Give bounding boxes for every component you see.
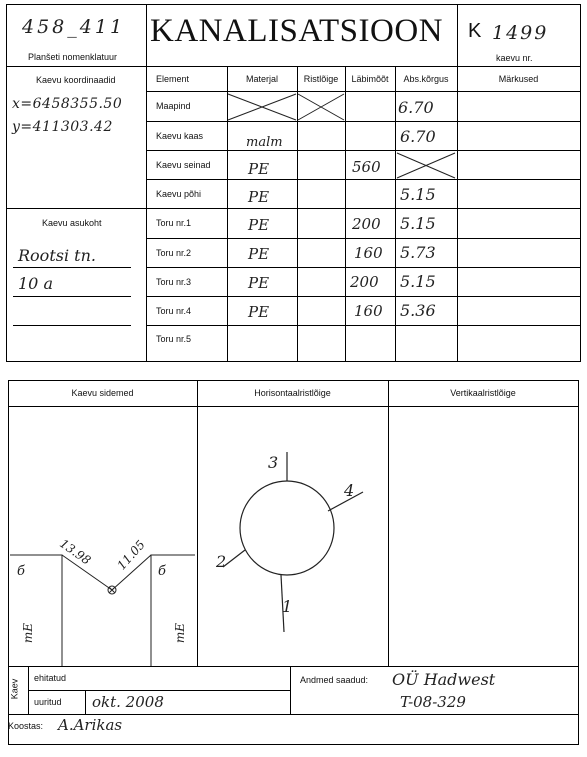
coords-label: Kaevu koordinaadid (36, 75, 116, 85)
plan-label: Planšeti nomenklatuur (28, 52, 118, 62)
material-kaas: malm (246, 135, 283, 150)
diameter-toru1: 200 (352, 215, 381, 233)
pipe-label-1: 1 (282, 597, 293, 616)
row-label-toru3: Toru nr.3 (156, 276, 192, 287)
diameter-toru4: 160 (354, 302, 383, 320)
well-prefix: K (468, 20, 482, 42)
height-pohi: 5.15 (400, 185, 436, 204)
compiled-value: A.Arikas (58, 716, 123, 734)
right-building-mark: б (158, 564, 166, 579)
material-toru2: PE (248, 245, 270, 263)
col-header-element: Element (156, 73, 190, 84)
horizontal-section-sketch (197, 407, 388, 666)
surveyed-value: okt. 2008 (92, 693, 164, 711)
ties-sketch (8, 407, 197, 666)
compiled-label: Koostas: (8, 721, 44, 731)
col-header-diameter: Läbimõõt (351, 73, 389, 84)
row-label-pohi: Kaevu põhi (156, 188, 202, 199)
col-header-notes: Märkused (498, 73, 539, 84)
row-label-toru1: Toru nr.1 (156, 218, 192, 228)
diameter-toru2: 160 (354, 244, 383, 262)
tie-distance-1: 13.98 (57, 536, 94, 568)
data-source-label: Andmed saadud: (300, 675, 369, 685)
section-vertical: Vertikaalristlõige (450, 388, 516, 398)
row-label-kaas: Kaevu kaas (156, 130, 204, 141)
location-label: Kaevu asukoht (42, 218, 102, 228)
built-label: ehitatud (34, 673, 67, 683)
page-title: KANALISATSIOON (150, 13, 443, 49)
diameter-seinad: 560 (352, 158, 381, 176)
kaev-side-label: Kaev (9, 678, 20, 700)
location-line2: 10 a (18, 274, 53, 293)
right-building-code: mE (173, 622, 188, 644)
data-source-value: OÜ Hadwest (392, 670, 496, 689)
surveyed-label: uuritud (34, 697, 62, 707)
left-building-mark: б (17, 564, 25, 579)
height-toru3: 5.15 (400, 272, 436, 291)
section-horizontal: Horisontaalristlõige (254, 388, 331, 398)
material-pohi: PE (248, 188, 270, 206)
row-label-toru2: Toru nr.2 (156, 247, 192, 258)
height-toru1: 5.15 (400, 214, 436, 233)
coord-x: x=6458355.50 (12, 96, 123, 112)
section-ties: Kaevu sidemed (71, 388, 134, 398)
diameter-toru3: 200 (350, 273, 379, 291)
height-toru4: 5.36 (400, 301, 436, 320)
row-label-maapind: Maapind (156, 101, 191, 111)
tie-distance-2: 11.05 (114, 537, 148, 573)
material-toru4: PE (248, 303, 270, 321)
pipe-label-2: 2 (216, 552, 227, 571)
material-toru3: PE (248, 274, 270, 292)
height-toru2: 5.73 (400, 243, 436, 262)
data-source-ref: T-08-329 (400, 693, 466, 711)
well-label: kaevu nr. (496, 53, 533, 63)
col-header-material: Materjal (245, 73, 278, 84)
location-line1: Rootsi tn. (18, 246, 96, 265)
well-number: 1499 (492, 22, 549, 44)
col-header-cross: Ristlõige (303, 73, 339, 84)
col-header-height: Abs.kõrgus (403, 73, 449, 84)
height-kaas: 6.70 (400, 127, 436, 146)
row-label-toru5: Toru nr.5 (156, 334, 192, 344)
coord-y: y=411303.42 (12, 119, 113, 135)
pipe-label-3: 3 (268, 453, 279, 472)
row-label-seinad: Kaevu seinad (156, 159, 211, 170)
material-toru1: PE (248, 216, 270, 234)
plan-number: 458_411 (22, 16, 126, 38)
pipe-label-4: 4 (344, 481, 355, 500)
height-maapind: 6.70 (398, 98, 434, 117)
row-label-toru4: Toru nr.4 (156, 305, 192, 316)
material-seinad: PE (248, 160, 270, 178)
left-building-code: mE (21, 622, 36, 644)
cross-out-marks (0, 0, 587, 362)
